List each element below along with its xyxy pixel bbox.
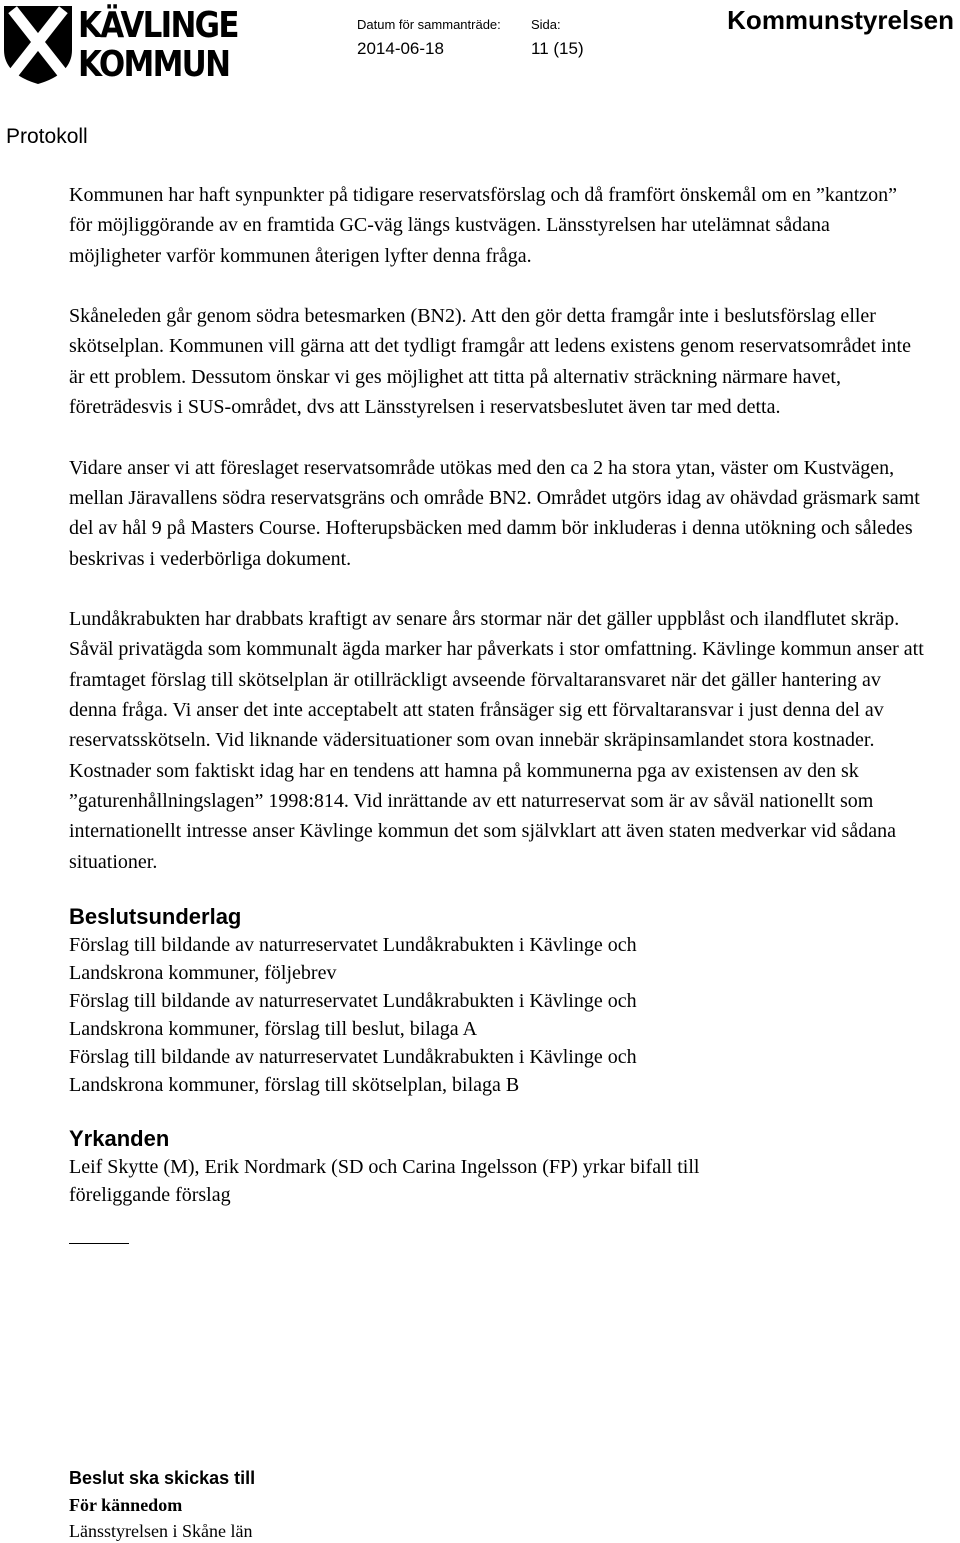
logo-line-2: KOMMUN [78, 44, 230, 85]
yrkanden-line: föreliggande förslag [69, 1183, 231, 1206]
municipality-logo [2, 4, 242, 86]
meeting-date-label: Datum för sammanträde: [357, 17, 501, 32]
beslutsunderlag-line: Förslag till bildande av naturreservatet Lundåkrabukten i Kävlinge och [69, 933, 637, 956]
page-label: Sida: [531, 17, 561, 32]
body-paragraph: Lundåkrabukten har drabbats kraftigt av senare års stormar när det gäller uppblåst och ilandflutet skräp. Såväl privatägda som kommunalt ägda marker har påverkats i stor omfattning. Kävlinge kommun anser att framtaget förslag till skötselplan är otillräckligt avseende förvaltaransvaret när det gäller hantering av denna fråga. Vi anser det inte acceptabelt att staten frånsäger sig ett förvaltaransvar i just denna del av reservatsskötseln. Vid liknande vädersituationer som ovan innebär skräpinsamlandet stora kostnader. Kostnader som faktiskt idag har en tendens att hamna på kommunerna pga av existensen av den sk ”gaturenhållningslagen” 1998:814. Vid inrättande av ett naturreservat som är av såväl nationellt som internationellt intresse anser Kävlinge kommun det som självklart att även staten medverkar vid sådana situationer. [69, 608, 924, 873]
document-body [69, 180, 924, 1244]
document-type-label: Protokoll [6, 125, 88, 148]
yrkanden-heading: Yrkanden [69, 1125, 170, 1151]
beslutsunderlag-line: Förslag till bildande av naturreservatet Lundåkrabukten i Kävlinge och [69, 1045, 637, 1068]
logo-wordmark [78, 6, 238, 84]
body-paragraph: Vidare anser vi att föreslaget reservatsområde utökas med den ca 2 ha stora ytan, väster om Kustvägen, mellan Järavallens södra reservatsgräns och område BN2. Området utgörs idag av ohävdad gräsmark samt del av hål 9 på Masters Course. Hofterupsbäcken med damm bör inkluderas i denna utökning och således beskrivas i vederbörliga dokument. [69, 456, 920, 570]
yrkanden-line: Leif Skytte (M), Erik Nordmark (SD och Carina Ingelsson (FP) yrkar bifall till [69, 1155, 700, 1178]
page-value: 11 (15) [531, 39, 584, 58]
beslutsunderlag-line: Landskrona kommuner, förslag till skötselplan, bilaga B [69, 1073, 520, 1096]
committee-title: Kommunstyrelsen [727, 5, 954, 35]
distribution-subheading: För kännedom [69, 1495, 183, 1515]
yrkanden-section [69, 1125, 924, 1244]
beslutsunderlag-section [69, 903, 924, 1099]
coat-of-arms-icon [2, 4, 74, 86]
divider-rule [69, 1243, 129, 1244]
body-paragraph: Kommunen har haft synpunkter på tidigare reservatsförslag och då framfört önskemål om en ”kantzon” för möjliggörande av en framtida GC-väg längs kustvägen. Länsstyrelsen har utelämnat sådana möjligheter varför kommunen återigen lyfter denna fråga. [69, 184, 898, 267]
beslutsunderlag-heading: Beslutsunderlag [69, 903, 242, 929]
beslutsunderlag-line: Landskrona kommuner, förslag till beslut, bilaga A [69, 1017, 478, 1040]
distribution-recipient: Länsstyrelsen i Skåne län [69, 1521, 253, 1541]
beslutsunderlag-line: Förslag till bildande av naturreservatet Lundåkrabukten i Kävlinge och [69, 989, 637, 1012]
body-paragraph: Skåneleden går genom södra betesmarken (BN2). Att den gör detta framgår inte i beslutsförslag eller skötselplan. Kommunen vill gärna att det tydligt framgår att ledens existens genom reservatsområdet inte är ett problem. Dessutom önskar vi ges möjlighet att titta på alternativ sträckning närmare havet, företrädesvis i SUS-området, dvs att Länsstyrelsen i reservatsbeslutet även tar med detta. [69, 305, 911, 419]
distribution-heading: Beslut ska skickas till [69, 1468, 256, 1488]
logo-line-1: KÄVLINGE [78, 5, 238, 46]
beslutsunderlag-line: Landskrona kommuner, följebrev [69, 961, 337, 984]
meeting-date-value: 2014-06-18 [357, 39, 444, 58]
